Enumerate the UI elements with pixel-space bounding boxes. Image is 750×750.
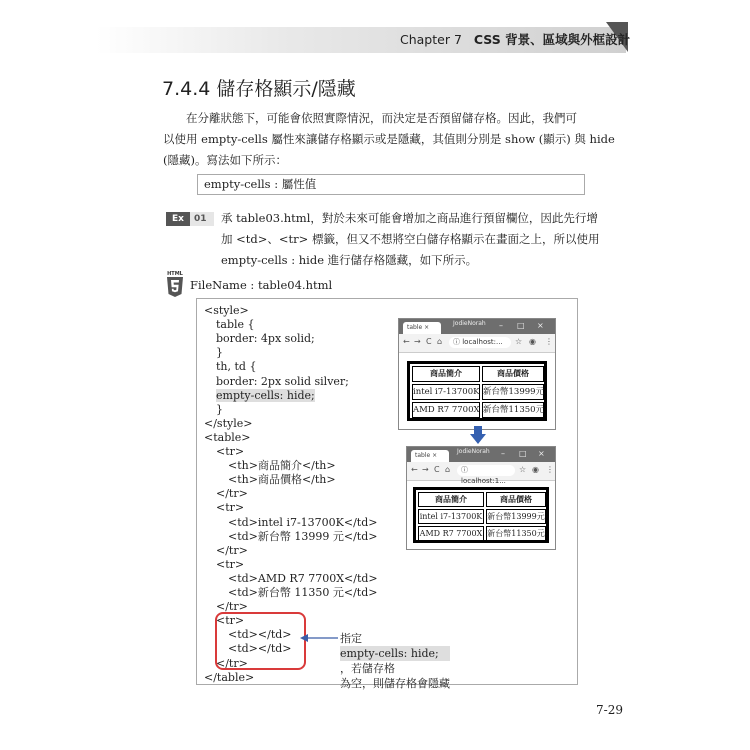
- browser-window-before: [398, 318, 556, 430]
- code-line: border: 2px solid silver;: [216, 374, 349, 388]
- code-line: border: 4px solid;: [216, 332, 315, 346]
- table-cell: 新台幣11350元: [486, 526, 546, 541]
- annotation-line: 指定 empty-cells: hide; ，若儲存格: [340, 631, 450, 676]
- back-icon[interactable]: ←: [411, 465, 418, 474]
- code-line: </style>: [204, 416, 253, 430]
- table-header-cell: 商品簡介: [412, 366, 480, 382]
- forward-icon[interactable]: →: [414, 337, 421, 346]
- window-user-name: JodieNorah: [453, 320, 486, 327]
- annotation-line: 為空，則儲存格會隱藏: [340, 677, 450, 690]
- rendered-table: [413, 487, 549, 543]
- code-line: <tr>: [216, 501, 245, 515]
- section-title: 7.4.4 儲存格顯示/隱藏: [162, 78, 356, 100]
- extension-icon[interactable]: ◉: [532, 465, 539, 474]
- filename-label: FileName : table04.html: [190, 278, 333, 292]
- code-line: <td></td>: [228, 642, 292, 656]
- table-cell: AMD R7 7700X: [418, 526, 484, 541]
- code-line: </table>: [204, 670, 255, 684]
- example-text: [221, 208, 601, 271]
- page-number: 7-29: [596, 703, 623, 717]
- close-icon[interactable]: ×: [538, 449, 545, 458]
- syntax-box: empty-cells : 屬性值: [197, 174, 585, 195]
- chapter-label: Chapter 7: [400, 32, 462, 47]
- code-line: <tr>: [216, 614, 245, 628]
- bookmark-star-icon[interactable]: ☆: [515, 337, 523, 346]
- maximize-icon[interactable]: □: [519, 449, 527, 458]
- code-line: </tr>: [216, 600, 248, 614]
- bookmark-star-icon[interactable]: ☆: [519, 465, 527, 474]
- browser-titlebar: [407, 447, 555, 462]
- window-user-name: JodieNorah: [457, 448, 490, 455]
- browser-window-after: [406, 446, 556, 550]
- code-line: }: [216, 346, 223, 360]
- close-icon[interactable]: ×: [537, 321, 544, 330]
- table-cell: intel i7-13700K: [412, 384, 480, 400]
- paragraph-line: (隱藏)。寫法如下所示：: [163, 153, 287, 167]
- paragraph-line: 以使用 empty-cells 屬性來讓儲存格顯示或是隱藏，其值則分別是 show (顯示) 與 hide: [163, 132, 615, 146]
- code-line: <td>新台幣 11350 元</td>: [228, 586, 378, 599]
- paragraph-line: 在分離狀態下，可能會依照實際情況，而決定是否預留儲存格。因此，我們可: [186, 111, 577, 125]
- home-icon[interactable]: ⌂: [437, 337, 443, 346]
- table-cell: 新台幣13999元: [482, 384, 544, 400]
- example-badge-label: Ex: [166, 212, 190, 226]
- empty-row-highlight: [215, 612, 306, 670]
- rendered-table: [407, 361, 547, 421]
- code-line: <tr>: [216, 445, 245, 458]
- reload-icon[interactable]: C: [426, 337, 432, 346]
- code-line: <td>intel i7-13700K</td>: [228, 515, 378, 529]
- code-line: </tr>: [216, 543, 248, 557]
- example-number: 01: [194, 214, 207, 224]
- annotation-text: [340, 631, 450, 691]
- code-line: </tr>: [216, 656, 248, 670]
- example-line: 承 table03.html，對於未來可能會增加之商品進行預留欄位，因此先行增: [221, 211, 598, 225]
- code-line: <table>: [204, 430, 251, 444]
- example-line: empty-cells : hide 進行儲存格隱藏，如下所示。: [221, 253, 478, 267]
- table-cell: intel i7-13700K: [418, 509, 484, 524]
- table-header-cell: 商品價格: [486, 492, 546, 507]
- code-line: th, td {: [216, 360, 257, 374]
- browser-toolbar: [399, 334, 555, 353]
- body-paragraph: [163, 108, 615, 171]
- browser-tab[interactable]: table ×: [411, 450, 449, 462]
- table-cell: 新台幣11350元: [482, 402, 544, 418]
- table-header-cell: 商品價格: [482, 366, 544, 382]
- code-line: table {: [216, 318, 255, 332]
- home-icon[interactable]: ⌂: [445, 465, 451, 474]
- running-header: [400, 30, 630, 48]
- code-line: empty-cells: hide;: [216, 388, 315, 402]
- html5-icon: [165, 270, 185, 298]
- table-cell: AMD R7 7700X: [412, 402, 480, 418]
- menu-dots-icon[interactable]: ⋮: [546, 465, 554, 474]
- code-line: }: [216, 402, 223, 416]
- code-line: <th>商品簡介</th>: [228, 459, 336, 473]
- code-line: <tr>: [216, 557, 245, 571]
- table-cell: 新台幣13999元: [486, 509, 546, 524]
- example-line: 加 <td>、<tr> 標籤，但又不想將空白儲存格顯示在畫面之上，所以使用: [221, 232, 600, 246]
- address-bar[interactable]: ⓘ localhost:1...: [457, 465, 515, 476]
- browser-titlebar: [399, 319, 555, 334]
- chapter-title: CSS 背景、區域與外框設計: [473, 32, 631, 47]
- down-arrow-icon: [470, 426, 486, 444]
- code-line: </tr>: [216, 487, 248, 501]
- back-icon[interactable]: ←: [403, 337, 410, 346]
- minimize-icon[interactable]: –: [501, 449, 505, 458]
- address-bar[interactable]: ⓘ localhost:...: [449, 337, 511, 348]
- code-line: <style>: [204, 304, 249, 317]
- code-line: <td>AMD R7 7700X</td>: [228, 571, 378, 585]
- minimize-icon[interactable]: –: [499, 321, 503, 330]
- reload-icon[interactable]: C: [434, 465, 440, 474]
- code-line: <td>新台幣 13999 元</td>: [228, 529, 378, 543]
- browser-toolbar: [407, 462, 555, 485]
- example-badge: [166, 212, 214, 226]
- table-header-cell: 商品簡介: [418, 492, 484, 507]
- code-line: <th>商品價格</th>: [228, 473, 336, 487]
- code-line: <td></td>: [228, 628, 292, 642]
- extension-icon[interactable]: ◉: [529, 337, 536, 346]
- browser-tab[interactable]: table ×: [403, 322, 441, 334]
- menu-dots-icon[interactable]: ⋮: [545, 337, 553, 346]
- html5-icon-label: HTML: [167, 271, 183, 277]
- annotation-arrow-icon: [300, 632, 340, 644]
- forward-icon[interactable]: →: [422, 465, 429, 474]
- maximize-icon[interactable]: □: [517, 321, 525, 330]
